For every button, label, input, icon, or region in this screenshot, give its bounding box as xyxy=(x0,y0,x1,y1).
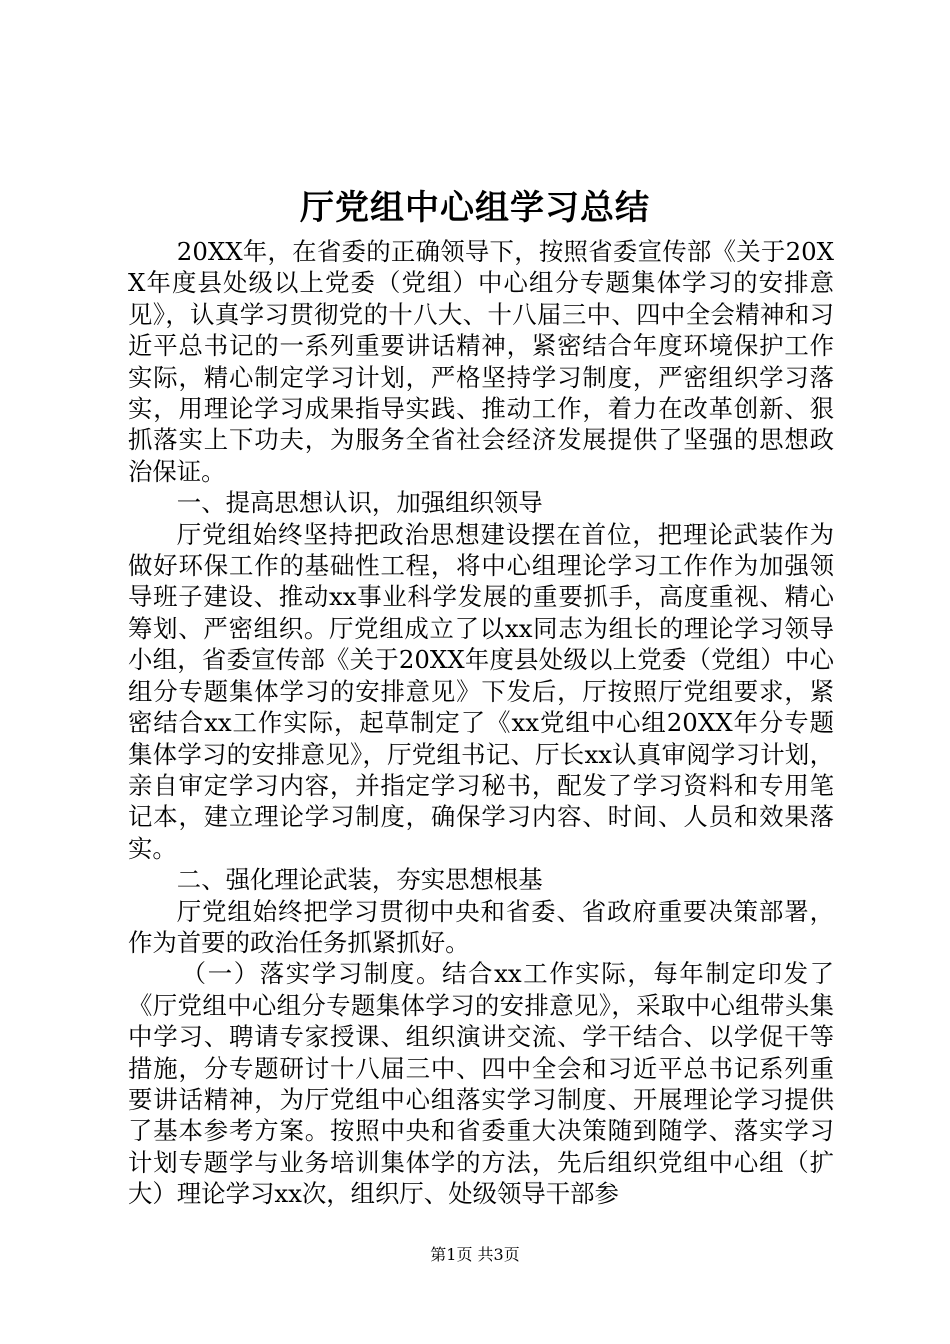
subsection-1-paragraph: （一）落实学习制度。结合xx工作实际，每年制定印发了《厅党组中心组分专题集体学习的安排意见》，采取中心组带头集中学习、聘请专家授课、组织演讲交流、学干结合、以学促干等措施，分专题研讨十八届三中、四中全会和习近平总书记系列重要讲话精神，为厅党组中心组落实学习制度、开展理论学习提供了基本参考方案。按照中央和省委重大决策随到随学、落实学习计划专题学与业务培训集体学的方法，先后组织党组中心组（扩大）理论学习xx次，组织厅、处级领导干部参 xyxy=(128,959,834,1209)
section-2-paragraph: 厅党组始终把学习贯彻中央和省委、省政府重要决策部署，作为首要的政治任务抓紧抓好。 xyxy=(128,896,834,957)
document-body xyxy=(128,236,834,1210)
section-1-paragraph: 厅党组始终坚持把政治思想建设摆在首位，把理论武装作为做好环保工作的基础性工程，将中心组理论学习工作作为加强领导班子建设、推动xx事业科学发展的重要抓手，高度重视、精心筹划、严密组织。厅党组成立了以xx同志为组长的理论学习领导小组，省委宣传部《关于20XX年度县处级以上党委（党组）中心组分专题集体学习的安排意见》下发后，厅按照厅党组要求，紧密结合xx工作实际，起草制定了《xx党组中心组20XX年分专题集体学习的安排意见》，厅党组书记、厅长xx认真审阅学习计划，亲自审定学习内容，并指定学习秘书，配发了学习资料和专用笔记本，建立理论学习制度，确保学习内容、时间、人员和效果落实。 xyxy=(128,519,834,863)
page-indicator: 第1页 共3页 xyxy=(430,1245,520,1264)
section-heading-1: 一、提高思想认识，加强组织领导 xyxy=(176,488,543,518)
intro-paragraph: 20XX年，在省委的正确领导下，按照省委宣传部《关于20XX年度县处级以上党委（党组）中心组分专题集体学习的安排意见》，认真学习贯彻党的十八大、十八届三中、四中全会精神和习近平总书记的一系列重要讲话精神，紧密结合年度环境保护工作实际，精心制定学习计划，严格坚持学习制度，严密组织学习落实，用理论学习成果指导实践、推动工作，着力在改革创新、狠抓落实上下功夫，为服务全省社会经济发展提供了坚强的思想政治保证。 xyxy=(128,237,834,486)
section-heading-2: 二、强化理论武装，夯实思想根基 xyxy=(176,865,543,895)
document-title: 厅党组中心组学习总结 xyxy=(300,188,650,228)
